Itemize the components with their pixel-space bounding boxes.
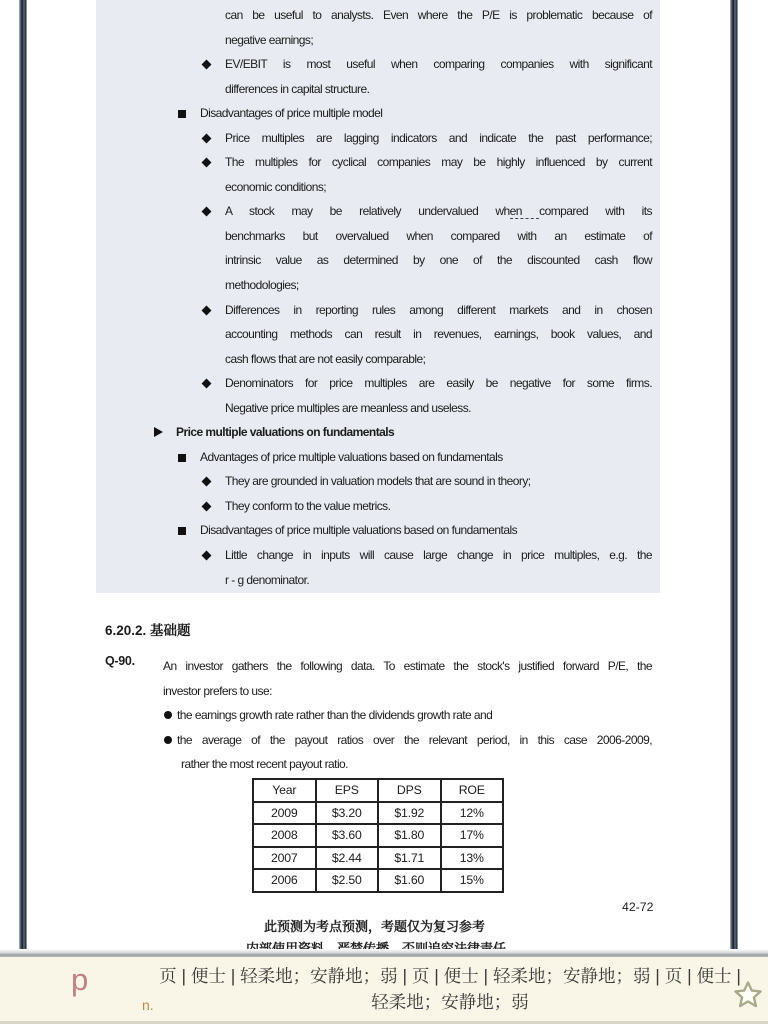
- table-cell: 13%: [441, 847, 504, 870]
- square-bullet-icon: [178, 454, 186, 462]
- doc-line: EV/EBIT is most useful when comparing companies with significant: [96, 52, 660, 77]
- shaded-note-block: [96, 0, 660, 593]
- table-header-cell: DPS: [378, 779, 441, 802]
- table-cell: $1.92: [378, 802, 441, 825]
- dictionary-bar[interactable]: [0, 957, 768, 1024]
- doc-line: benchmarks but overvalued when compared with an estimate of: [225, 228, 652, 243]
- table-cell: 2009: [253, 802, 316, 825]
- footer-note: 此预测为考点预测，考题仅为复习参考: [264, 919, 486, 934]
- doc-line: differences in capital structure.: [225, 81, 370, 96]
- table-row: [253, 824, 503, 847]
- table-row: [253, 802, 503, 825]
- doc-line: intrinsic value as determined by one of the discounted cash flow: [225, 253, 652, 268]
- data-table-wrap: [252, 778, 504, 893]
- table-cell: 2008: [253, 824, 316, 847]
- doc-line: Denominators for price multiples are easily be negative for some firms.: [96, 371, 660, 396]
- doc-line: the earnings growth rate rather than the dividends growth rate and: [96, 703, 660, 728]
- doc-line: An investor gathers the following data. To estimate the stock's justified forward P/E, the: [163, 659, 652, 673]
- table-cell: 2007: [253, 847, 316, 870]
- table-cell: $3.20: [316, 802, 379, 825]
- table-cell: $1.60: [378, 869, 441, 892]
- square-bullet-icon: [178, 110, 186, 118]
- diamond-bullet-icon: [202, 207, 212, 217]
- doc-line: r - g denominator.: [225, 572, 310, 587]
- page-number: 42-72: [622, 900, 654, 914]
- doc-line: methodologies;: [225, 278, 299, 293]
- table-cell: $1.71: [378, 847, 441, 870]
- doc-line: the average of the payout ratios over the relevant period, in this case 2006-2009,: [96, 728, 660, 753]
- dict-definition-line: 页 | 便士 | 轻柔地；安静地；弱 | 页 | 便士 | 轻柔地；安静地；弱 | 页 | 便士 |: [159, 966, 741, 986]
- table-cell: 17%: [441, 824, 504, 847]
- square-bullet-icon: [178, 527, 186, 535]
- doc-line: Disadvantages of price multiple valuations based on fundamentals: [96, 518, 660, 543]
- doc-line: Negative price multiples are meanless and useless.: [225, 400, 471, 415]
- dict-pos-label: n.: [142, 997, 154, 1013]
- diamond-bullet-icon: [202, 477, 212, 487]
- table-row: [253, 869, 503, 892]
- dot-bullet-icon: [164, 736, 172, 744]
- doc-line: rather the most recent payout ratio.: [181, 757, 348, 772]
- table-header-row: [253, 779, 503, 802]
- diamond-bullet-icon: [202, 158, 212, 168]
- left-page-edge: [19, 0, 27, 951]
- table-cell: $2.44: [316, 847, 379, 870]
- question-body: [96, 654, 660, 777]
- table-cell: $3.60: [316, 824, 379, 847]
- question-label: Q-90.: [105, 654, 135, 668]
- question-section: [96, 618, 660, 777]
- favorite-star-icon[interactable]: [731, 977, 765, 1013]
- dict-headword: p: [71, 962, 89, 997]
- doc-line: accounting methods can result in revenues, earnings, book values, and: [225, 327, 652, 342]
- doc-line: Advantages of price multiple valuations based on fundamentals: [96, 445, 660, 470]
- section-heading: 6.20.2. 基础题: [105, 623, 191, 638]
- table-cell: $2.50: [316, 869, 379, 892]
- diamond-bullet-icon: [202, 379, 212, 389]
- doc-line: Differences in reporting rules among different markets and in chosen: [96, 298, 660, 323]
- doc-line: Disadvantages of price multiple model: [96, 101, 660, 126]
- table-cell: $1.80: [378, 824, 441, 847]
- diamond-bullet-icon: [202, 551, 212, 561]
- doc-line: The multiples for cyclical companies may be highly influenced by current: [96, 150, 660, 175]
- right-page-edge: [730, 0, 738, 951]
- page-separator: [0, 949, 768, 957]
- table-header-cell: EPS: [316, 779, 379, 802]
- table-header-cell: Year: [253, 779, 316, 802]
- doc-line: economic conditions;: [225, 179, 327, 194]
- diamond-bullet-icon: [202, 133, 212, 143]
- doc-line: They conform to the value metrics.: [96, 494, 660, 519]
- doc-line: cash flows that are not easily comparable;: [225, 351, 426, 366]
- doc-line: can be useful to analysts. Even where the P/E is problematic because of: [225, 8, 652, 22]
- doc-line: Price multiple valuations on fundamentals: [96, 420, 660, 445]
- table-cell: 2006: [253, 869, 316, 892]
- diamond-bullet-icon: [202, 60, 212, 70]
- table-cell: 15%: [441, 869, 504, 892]
- doc-line: A stock may be relatively undervalued when compared with its: [96, 199, 660, 224]
- table-cell: 12%: [441, 802, 504, 825]
- doc-line: negative earnings;: [225, 32, 314, 47]
- table-row: [253, 847, 503, 870]
- doc-line: Little change in inputs will cause large change in price multiples, e.g. the: [96, 543, 660, 568]
- doc-line: They are grounded in valuation models that are sound in theory;: [96, 469, 660, 494]
- dot-bullet-icon: [164, 711, 172, 719]
- data-table: [252, 778, 504, 893]
- doc-line: Price multiples are lagging indicators and indicate the past performance;: [96, 126, 660, 151]
- table-header-cell: ROE: [441, 779, 504, 802]
- arrow-bullet-icon: [154, 427, 163, 437]
- diamond-bullet-icon: [202, 305, 212, 315]
- doc-line: investor prefers to use:: [163, 683, 272, 698]
- dict-definition: [150, 963, 750, 1015]
- dict-definition-line: 轻柔地；安静地；弱: [371, 992, 529, 1012]
- diamond-bullet-icon: [202, 501, 212, 511]
